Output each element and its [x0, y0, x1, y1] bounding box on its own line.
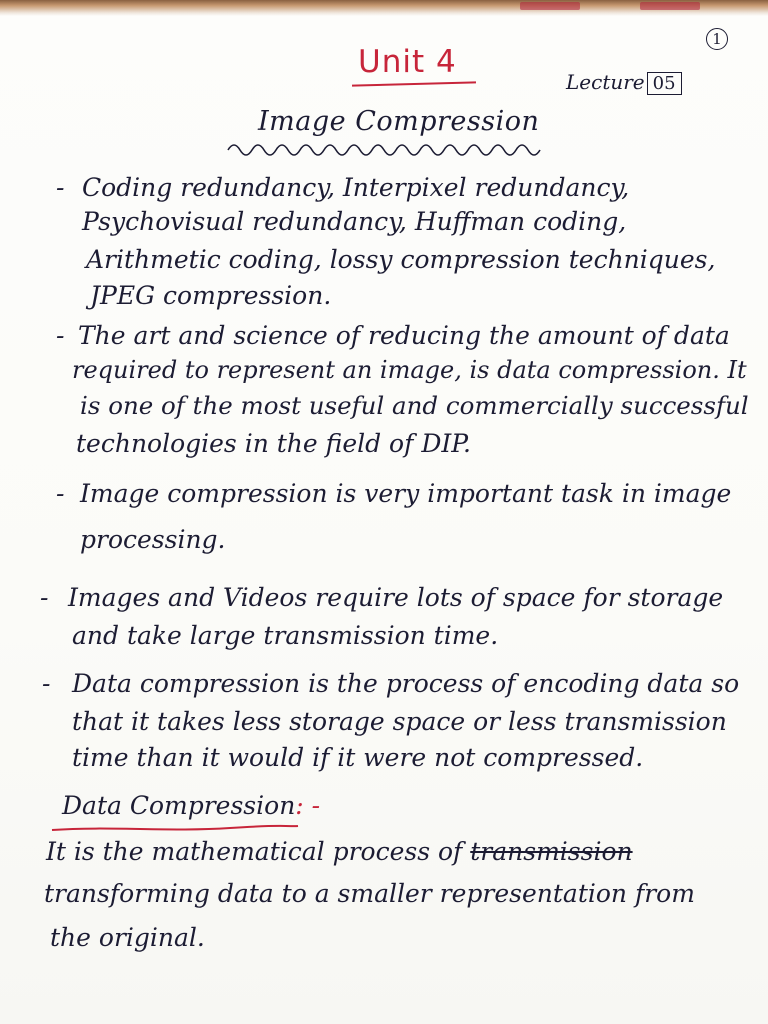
- bullet-1-line-3: Arithmetic coding, lossy compression techniques,: [86, 245, 716, 274]
- subheading-text: Data Compression: [62, 791, 296, 820]
- bullet-5-line-3: time than it would if it were not compressed.: [72, 743, 644, 772]
- bullet-3-line-2: processing.: [80, 525, 226, 554]
- lecture-text: Lecture: [566, 70, 645, 94]
- struck-word: transmission: [470, 837, 633, 866]
- bullet-4-line-2: and take large transmission time.: [72, 621, 499, 650]
- bullet-1-line-2: Psychovisual redundancy, Huffman coding,: [82, 207, 627, 236]
- lecture-number-box: 05: [647, 72, 682, 95]
- bullet-1-line-4: JPEG compression.: [90, 281, 332, 310]
- definition-line-1-text: It is the mathematical process of: [46, 837, 463, 866]
- definition-line-1: [46, 836, 633, 868]
- bullet-dash: -: [42, 669, 51, 698]
- lecture-label: [566, 70, 682, 95]
- definition-line-2: transforming data to a smaller representation from: [44, 879, 695, 908]
- bullet-5-line-2: that it takes less storage space or less transmission: [72, 707, 727, 736]
- page-heading: Image Compression: [258, 106, 540, 137]
- subheading-mark: : -: [295, 791, 321, 820]
- bullet-5-line-1: Data compression is the process of encoding data so: [72, 669, 740, 698]
- bullet-2-line-1: The art and science of reducing the amount of data: [78, 321, 730, 350]
- bullet-2-line-4: technologies in the field of DIP.: [76, 429, 471, 458]
- subheading-red-underline: [50, 822, 300, 836]
- bullet-2-line-3: is one of the most useful and commercially successful: [80, 391, 749, 420]
- edge-mark: [640, 2, 700, 10]
- unit-title-underline: [352, 81, 476, 86]
- bullet-dash: -: [40, 583, 49, 612]
- bullet-2-line-2: required to represent an image, is data compression. It: [72, 356, 747, 384]
- subheading-data-compression: [62, 790, 320, 822]
- unit-title: Unit 4: [358, 44, 457, 80]
- bullet-4-line-1: Images and Videos require lots of space for storage: [68, 583, 724, 612]
- definition-line-3: the original.: [50, 923, 205, 952]
- bullet-dash: -: [56, 173, 65, 202]
- notebook-top-edge: [0, 0, 768, 16]
- page-number: 1: [706, 28, 728, 50]
- bullet-3-line-1: Image compression is very important task in image: [80, 479, 732, 508]
- edge-mark: [520, 2, 580, 10]
- bullet-dash: -: [56, 479, 65, 508]
- bullet-dash: -: [56, 321, 65, 350]
- bullet-1-line-1: Coding redundancy, Interpixel redundancy,: [82, 173, 630, 202]
- heading-wavy-underline: [226, 138, 556, 160]
